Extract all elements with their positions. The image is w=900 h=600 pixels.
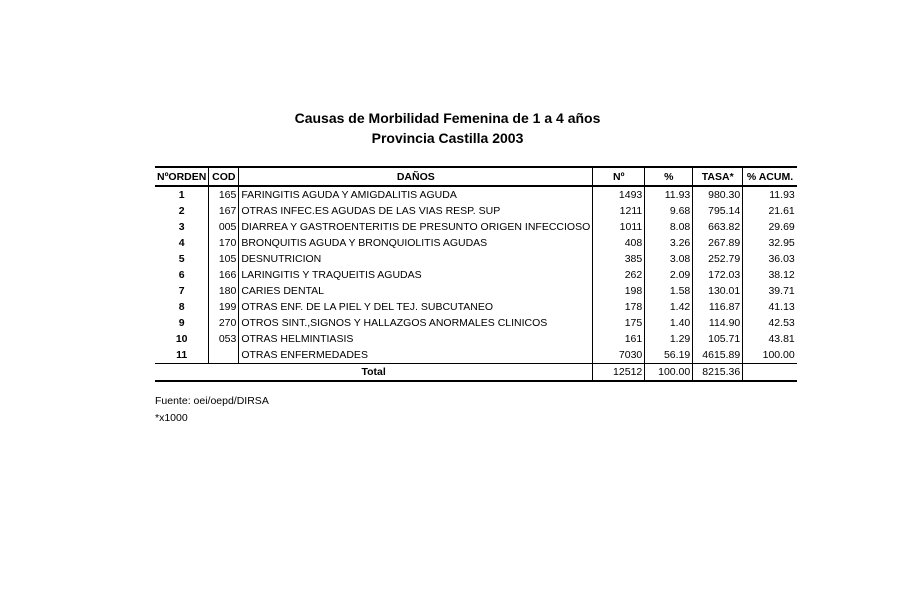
cell-pct: 9.68 xyxy=(645,203,693,219)
cell-tasa: 4615.89 xyxy=(693,347,743,364)
cell-cod: 199 xyxy=(209,299,239,315)
cell-dano: OTRAS ENFERMEDADES xyxy=(239,347,593,364)
cell-pct: 1.40 xyxy=(645,315,693,331)
cell-n: 408 xyxy=(593,235,645,251)
footnote: *x1000 xyxy=(155,412,188,424)
cell-pct: 1.29 xyxy=(645,331,693,347)
cell-acum: 42.53 xyxy=(743,315,797,331)
cell-n: 385 xyxy=(593,251,645,267)
cell-acum: 43.81 xyxy=(743,331,797,347)
cell-tasa: 252.79 xyxy=(693,251,743,267)
header-pct: % xyxy=(645,167,693,186)
cell-dano: OTROS SINT.,SIGNOS Y HALLAZGOS ANORMALES CLINICOS xyxy=(239,315,593,331)
cell-pct: 8.08 xyxy=(645,219,693,235)
cell-cod: 105 xyxy=(209,251,239,267)
cell-tasa: 267.89 xyxy=(693,235,743,251)
table-row xyxy=(155,267,797,283)
cell-dano: OTRAS ENF. DE LA PIEL Y DEL TEJ. SUBCUTANEO xyxy=(239,299,593,315)
cell-cod: 053 xyxy=(209,331,239,347)
total-acum xyxy=(743,364,797,382)
table-row xyxy=(155,235,797,251)
morbidity-table xyxy=(155,166,797,382)
source-note: Fuente: oei/oepd/DIRSA xyxy=(155,395,269,407)
header-tasa: TASA* xyxy=(693,167,743,186)
cell-n: 1011 xyxy=(593,219,645,235)
table-body xyxy=(155,186,797,381)
cell-pct: 3.08 xyxy=(645,251,693,267)
cell-acum: 38.12 xyxy=(743,267,797,283)
table-row xyxy=(155,186,797,203)
report-subtitle: Provincia Castilla 2003 xyxy=(371,130,524,146)
cell-cod: 005 xyxy=(209,219,239,235)
total-row xyxy=(155,364,797,382)
cell-acum: 32.95 xyxy=(743,235,797,251)
cell-pct: 11.93 xyxy=(645,186,693,203)
cell-orden: 1 xyxy=(178,189,185,201)
total-tasa: 8215.36 xyxy=(693,364,743,382)
cell-orden: 10 xyxy=(175,333,188,345)
cell-acum: 11.93 xyxy=(743,186,797,203)
cell-dano: FARINGITIS AGUDA Y AMIGDALITIS AGUDA xyxy=(239,186,593,203)
cell-dano: BRONQUITIS AGUDA Y BRONQUIOLITIS AGUDAS xyxy=(239,235,593,251)
cell-orden: 4 xyxy=(178,237,185,249)
table-row xyxy=(155,331,797,347)
cell-acum: 36.03 xyxy=(743,251,797,267)
total-n: 12512 xyxy=(593,364,645,382)
table-row xyxy=(155,219,797,235)
cell-n: 175 xyxy=(593,315,645,331)
cell-pct: 3.26 xyxy=(645,235,693,251)
cell-tasa: 663.82 xyxy=(693,219,743,235)
cell-tasa: 980.30 xyxy=(693,186,743,203)
header-danos: DAÑOS xyxy=(239,167,593,186)
table-header-row xyxy=(155,167,797,186)
cell-tasa: 114.90 xyxy=(693,315,743,331)
cell-acum: 100.00 xyxy=(743,347,797,364)
cell-tasa: 795.14 xyxy=(693,203,743,219)
table-row xyxy=(155,203,797,219)
cell-orden: 7 xyxy=(178,285,185,297)
table-row xyxy=(155,283,797,299)
cell-cod: 170 xyxy=(209,235,239,251)
cell-acum: 21.61 xyxy=(743,203,797,219)
header-cod: COD xyxy=(209,167,239,186)
cell-orden: 8 xyxy=(178,301,185,313)
header-n: Nº xyxy=(593,167,645,186)
table-row xyxy=(155,347,797,364)
cell-orden: 9 xyxy=(178,317,185,329)
cell-orden: 2 xyxy=(178,205,185,217)
total-pct: 100.00 xyxy=(645,364,693,382)
cell-cod xyxy=(209,347,239,364)
table-row xyxy=(155,251,797,267)
table-row xyxy=(155,299,797,315)
cell-dano: DIARREA Y GASTROENTERITIS DE PRESUNTO ORIGEN INFECCIOSO xyxy=(239,219,593,235)
cell-n: 1211 xyxy=(593,203,645,219)
cell-pct: 1.42 xyxy=(645,299,693,315)
cell-n: 178 xyxy=(593,299,645,315)
cell-pct: 1.58 xyxy=(645,283,693,299)
cell-dano: CARIES DENTAL xyxy=(239,283,593,299)
cell-dano: DESNUTRICION xyxy=(239,251,593,267)
cell-dano: OTRAS INFEC.ES AGUDAS DE LAS VIAS RESP. SUP xyxy=(239,203,593,219)
table-row xyxy=(155,315,797,331)
cell-acum: 41.13 xyxy=(743,299,797,315)
cell-tasa: 172.03 xyxy=(693,267,743,283)
cell-acum: 39.71 xyxy=(743,283,797,299)
header-acum: % ACUM. xyxy=(743,167,797,186)
cell-cod: 167 xyxy=(209,203,239,219)
cell-orden: 3 xyxy=(178,221,185,233)
cell-n: 262 xyxy=(593,267,645,283)
cell-tasa: 130.01 xyxy=(693,283,743,299)
cell-dano: LARINGITIS Y TRAQUEITIS AGUDAS xyxy=(239,267,593,283)
cell-orden: 6 xyxy=(178,269,185,281)
cell-n: 198 xyxy=(593,283,645,299)
cell-cod: 180 xyxy=(209,283,239,299)
cell-tasa: 105.71 xyxy=(693,331,743,347)
cell-orden: 11 xyxy=(155,347,209,364)
cell-cod: 165 xyxy=(209,186,239,203)
cell-tasa: 116.87 xyxy=(693,299,743,315)
cell-dano: OTRAS HELMINTIASIS xyxy=(239,331,593,347)
cell-pct: 2.09 xyxy=(645,267,693,283)
cell-n: 1493 xyxy=(593,186,645,203)
cell-orden: 5 xyxy=(178,253,185,265)
cell-pct: 56.19 xyxy=(645,347,693,364)
cell-acum: 29.69 xyxy=(743,219,797,235)
cell-n: 161 xyxy=(593,331,645,347)
cell-cod: 270 xyxy=(209,315,239,331)
report-title: Causas de Morbilidad Femenina de 1 a 4 años xyxy=(294,110,601,126)
header-orden: NºORDEN xyxy=(155,167,209,186)
cell-cod: 166 xyxy=(209,267,239,283)
cell-n: 7030 xyxy=(593,347,645,364)
total-label: Total xyxy=(155,364,593,382)
